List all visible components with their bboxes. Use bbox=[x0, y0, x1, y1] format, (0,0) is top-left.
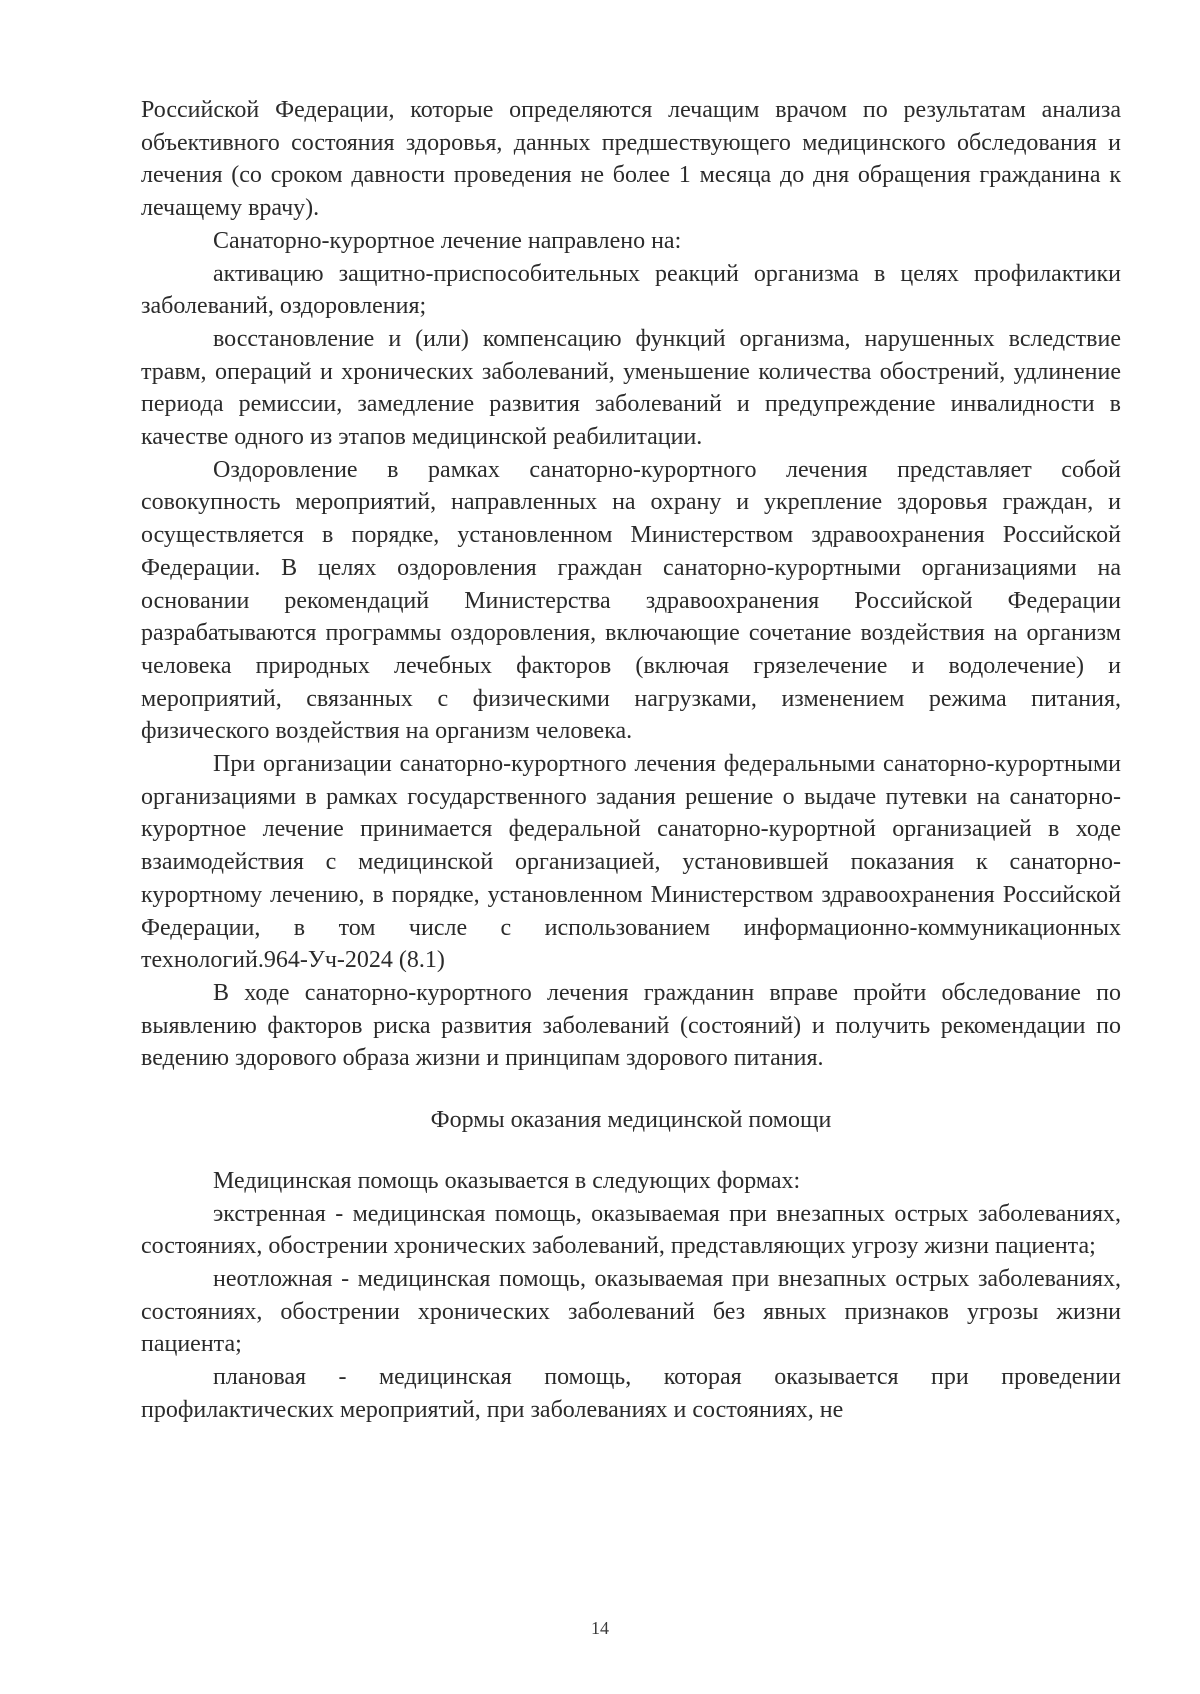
paragraph-forms-intro: Медицинская помощь оказывается в следующих формах: bbox=[213, 1167, 801, 1194]
paragraph-sanatorium-intro: Санаторно-курортное лечение направлено на: bbox=[213, 227, 682, 254]
page-number: 14 bbox=[591, 1618, 609, 1638]
paragraph-urgent: неотложная - медицинская помощь, оказываемая при внезапных острых заболеваниях, состояниях, обострении хронических заболеваний без явных признаков угрозы жизни пациента; bbox=[141, 1265, 1121, 1358]
paragraph-examination: В ходе санаторно-курортного лечения гражданин вправе пройти обследование по выявлению факторов риска развития заболеваний (состояний) и получить рекомендации по ведению здорового образа жизни и принципам здорового питания. bbox=[141, 979, 1121, 1072]
document-body bbox=[141, 94, 1121, 1426]
paragraph-emergency: экстренная - медицинская помощь, оказываемая при внезапных острых заболеваниях, состояниях, обострении хронических заболеваний, представляющих угрозу жизни пациента; bbox=[141, 1200, 1121, 1260]
paragraph-wellness: Оздоровление в рамках санаторно-курортного лечения представляет собой совокупность мероприятий, направленных на охрану и укрепление здоровья граждан, и осуществляется в порядке, установленном Министерством здравоохранения Российской Федерации. В целях оздоровления граждан санаторно-курортными организациями на основании рекомендаций Министерства здравоохранения Российской Федерации разрабатываются программы оздоровления, включающие сочетание воздействия на организм человека природных лечебных факторов (включая грязелечение и водолечение) и мероприятий, связанных с физическими нагрузками, изменением режима питания, физического воздействия на организм человека. bbox=[141, 456, 1121, 745]
section-title: Формы оказания медицинской помощи bbox=[430, 1107, 832, 1134]
paragraph-organization: При организации санаторно-курортного лечения федеральными санаторно-курортными организациями в рамках государственного задания решение о выдаче путевки на санаторно-курортное лечение принимается федеральной санаторно-курортной организацией в ходе взаимодействия с медицинской организацией, установившей показания к санаторно-курортному лечению, в порядке, установленном Министерством здравоохранения Российской Федерации, в том числе с использованием информационно-коммуникационных технологий.964-Уч-2024 (8.1) bbox=[141, 751, 1121, 974]
paragraph-planned: плановая - медицинская помощь, которая оказывается при проведении профилактических мероприятий, при заболеваниях и состояниях, не bbox=[141, 1364, 1121, 1423]
paragraph-continuation: Российской Федерации, которые определяются лечащим врачом по результатам анализа объективного состояния здоровья, данных предшествующего медицинского обследования и лечения (со сроком давности проведения не более 1 месяца до дня обращения гражданина к лечащему врачу). bbox=[141, 97, 1121, 222]
paragraph-restoration: восстановление и (или) компенсацию функций организма, нарушенных вследствие травм, операций и хронических заболеваний, уменьшение количества обострений, удлинение периода ремиссии, замедление развития заболеваний и предупреждение инвалидности в качестве одного из этапов медицинской реабилитации. bbox=[141, 325, 1121, 451]
paragraph-activation: активацию защитно-приспособительных реакций организма в целях профилактики заболеваний, оздоровления; bbox=[141, 260, 1121, 320]
